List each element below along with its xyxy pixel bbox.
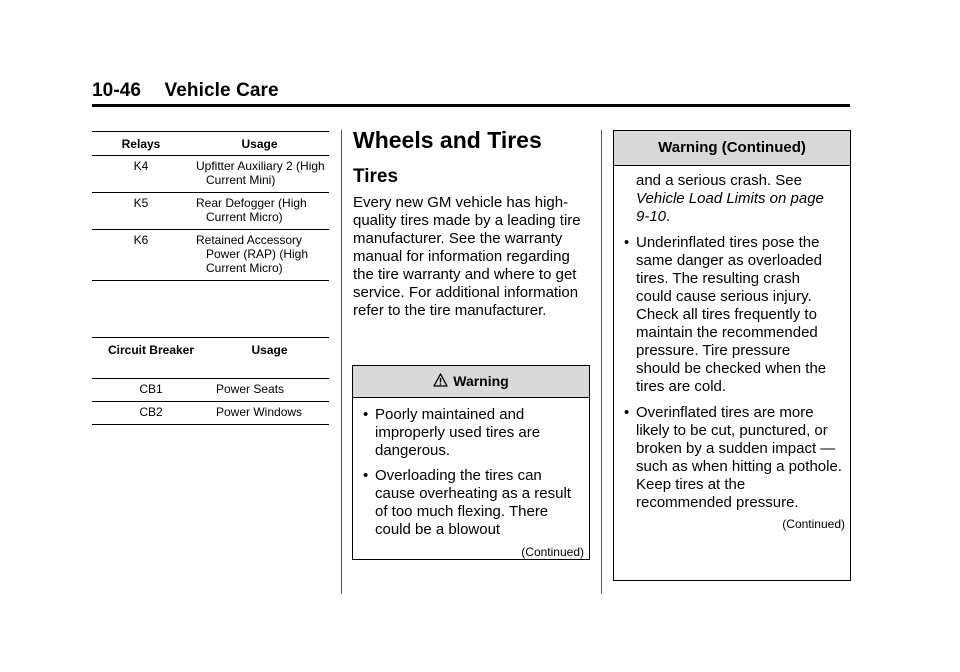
table-row [92,230,329,281]
circuit-breaker-header: Circuit Breaker [92,338,210,379]
breaker-usage: Power Seats [210,379,329,402]
list-item [614,234,850,396]
continued-note: (Continued) [521,545,584,559]
table-row [92,402,329,425]
table-header-row [92,338,329,379]
section-name: Vehicle Care [164,80,279,101]
warning-header: Warning (Continued) [614,131,850,166]
relays-table [92,131,329,281]
breaker-id: CB1 [92,379,210,402]
warning-title: Warning [453,373,509,389]
usage-header: Usage [190,132,329,156]
warning-bullet-text: Overloading the tires can cause overheating as a result of too much flexing. There could be a blowout [375,467,571,538]
relay-usage: Retained Accessory Power (RAP) (High Current Micro) [196,233,309,275]
column-divider-right [601,130,602,594]
table-row [92,156,329,193]
list-item [353,467,589,539]
warning-bullet-text: Underinflated tires pose the same danger as overloaded tires. The resulting crash could cause serious injury. Check all tires frequently to maintain the recommended pressure. Tire pressure should be checked when the tires are cold. [636,234,827,395]
bullet-point: • [363,406,369,423]
usage-header: Usage [210,338,329,379]
list-item [353,406,589,460]
warning-body [614,166,850,533]
circuit-breaker-table [92,337,329,425]
page-number: 10-46 [92,80,142,101]
breaker-id: CB2 [92,402,210,425]
tires-paragraph: Every new GM vehicle has high-quality tires made by a leading tire manufacturer. See the warranty manual for information regarding the tire warranty and where to get service. For additional information refer to the tire manufacturer. [353,194,581,319]
bullet-point: • [624,404,630,421]
page-header [92,80,279,102]
section-title: Wheels and Tires [353,127,542,153]
header-rule [92,104,850,107]
relay-id: K6 [92,230,190,281]
continued-note: (Continued) [782,517,845,531]
relay-id: K5 [92,193,190,230]
warning-bullet-text: Poorly maintained and improperly used tires are dangerous. [375,406,541,459]
table-row [92,193,329,230]
page-reference-link[interactable]: Vehicle Load Limits on page 9-10 [636,190,824,225]
warning-body [353,398,589,561]
list-item [614,404,850,512]
relay-usage: Upfitter Auxiliary 2 (High Current Mini) [196,159,325,187]
table-header-row [92,132,329,156]
warning-box-continued [613,130,851,581]
bullet-point: • [624,234,630,251]
breaker-usage: Power Windows [210,402,329,425]
warning-lead-text: and a serious crash. See Vehicle Load Limits on page 9-10. [636,172,824,225]
column-divider-left [341,130,342,594]
table-row [92,379,329,402]
warning-box [352,365,590,560]
warning-header [353,366,589,398]
bullet-point: • [363,467,369,484]
warning-bullet-text: Overinflated tires are more likely to be cut, punctured, or broken by a sudden impact — such as when hitting a pothole. Keep tires at the recommended pressure. [636,404,842,511]
warning-triangle-icon [433,367,448,398]
relays-header: Relays [92,132,190,156]
relay-id: K4 [92,156,190,193]
subsection-title: Tires [353,166,399,187]
relay-usage: Rear Defogger (High Current Micro) [196,196,307,224]
